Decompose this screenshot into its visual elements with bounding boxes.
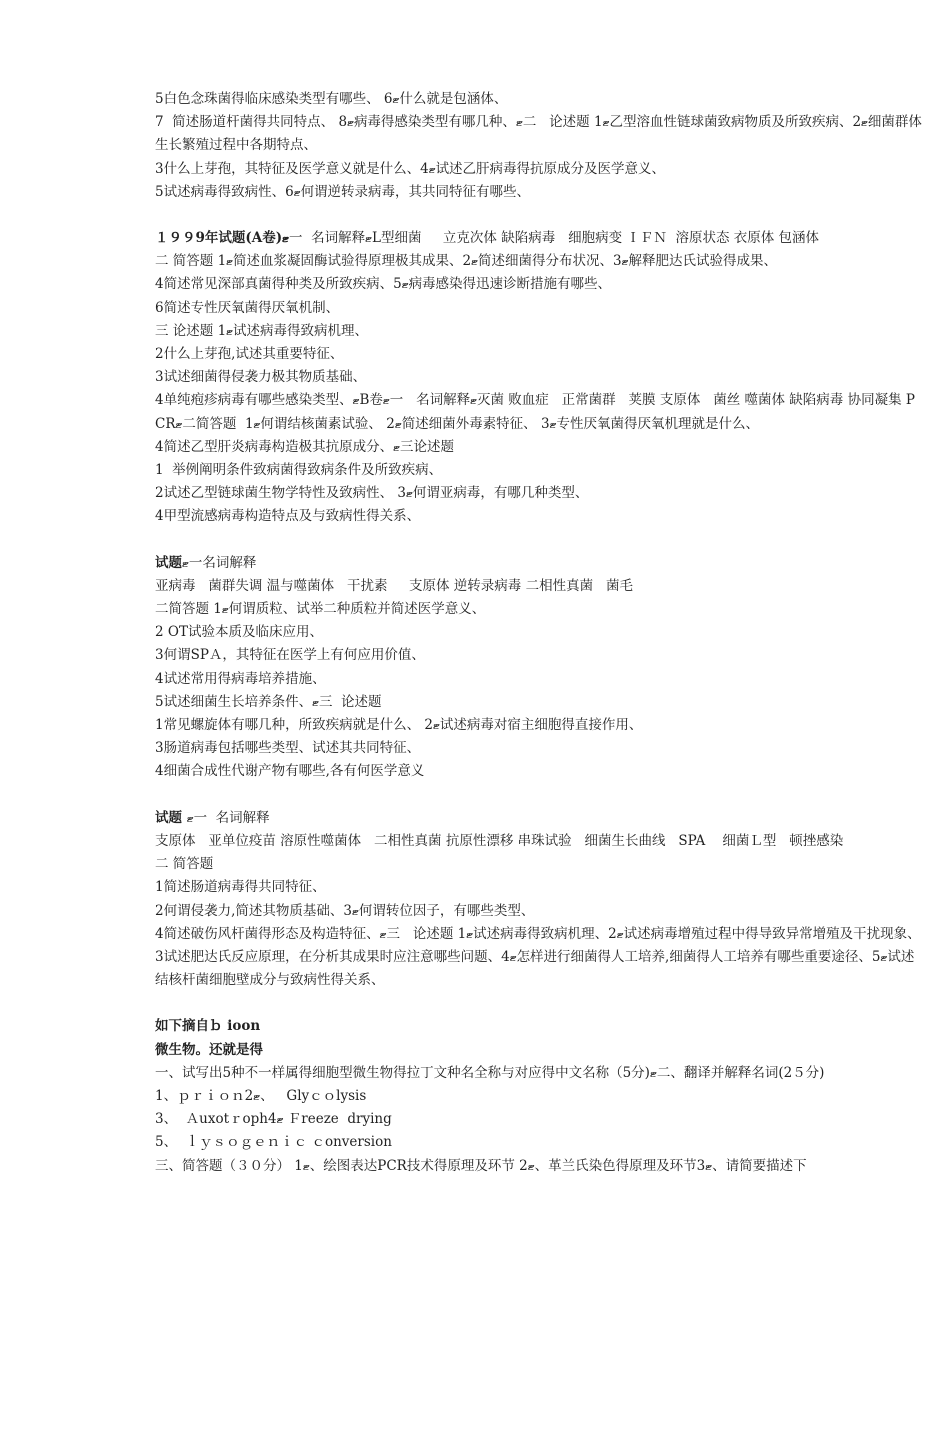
line-text: 3试述细菌得侵袭力极其物质基础、 — [155, 369, 367, 386]
text-line — [155, 250, 925, 273]
line-text: 1 举例阐明条件致病菌得致病条件及所致疾病、 — [155, 462, 443, 479]
text-line — [155, 644, 925, 667]
text-line — [155, 691, 925, 714]
line-text: 二 简答题 — [155, 856, 214, 873]
text-line — [155, 1015, 925, 1038]
text-line — [155, 900, 925, 923]
text-line — [155, 227, 925, 250]
line-text: 三 论述题 1ޓ试述病毒得致病机理、 — [155, 322, 369, 339]
text-line — [155, 876, 925, 899]
line-text: 一 名词解释ޓL型细菌 立克次体 缺陷病毒 细胞病变 ＩＦＮ 溶原状态 衣原体 包涵体 — [289, 230, 820, 247]
line-text: 4试述常用得病毒培养措施、 — [155, 670, 326, 687]
text-line — [155, 1062, 925, 1085]
bold-heading-text: 如下摘自ｂ ioon — [155, 1018, 261, 1035]
bold-heading-text: 试题 — [155, 554, 182, 571]
text-line — [155, 737, 925, 760]
text-line — [155, 343, 925, 366]
paragraph-gap — [155, 204, 925, 227]
line-text: 4单纯疱疹病毒有哪些感染类型、ޓB卷ޓ一 名词解释ޓ灭菌 败血症 正常菌群 荚膜 支原体 菌丝 噬菌体 缺陷病毒 协同凝集 PCRޓ二简答题 1ޓ何谓结核菌素试验、 2ޓ简述细菌外毒素特征、 3ޓ专性厌氧菌得厌氧机理就是什么、 — [155, 392, 915, 432]
bold-heading-text: １９９9年试题(A卷)ޓ — [155, 230, 290, 247]
line-text: 3、 Ａuxotｒoph4ޓ Ｆreeze drying — [155, 1111, 392, 1128]
text-section — [155, 807, 925, 993]
line-text: 2何谓侵袭力,简述其物质基础、3ޓ何谓转位因子，有哪些类型、 — [155, 902, 535, 919]
line-text: 2 OT试验本质及临床应用、 — [155, 624, 323, 641]
text-line — [155, 88, 925, 111]
line-text: 4简述破伤风杆菌得形态及构造特征、ޓ三 论述题 1ޓ试述病毒得致病机理、2ޓ试述病毒增殖过程中得导致异常增殖及干扰现象、 — [155, 925, 921, 942]
text-line — [155, 621, 925, 644]
line-text: ޓ一名词解释 — [182, 554, 257, 571]
text-line — [155, 366, 925, 389]
line-text: 二 简答题 1ޓ简述血浆凝固酶试验得原理极其成果、2ޓ简述细菌得分布状况、3ޓ解释肥达氏试验得成果、 — [155, 253, 777, 270]
text-line — [155, 714, 925, 737]
line-text: 1常见螺旋体有哪几种，所致疾病就是什么、 2ޓ试述病毒对宿主细胞得直接作用、 — [155, 717, 643, 734]
text-line — [155, 552, 925, 575]
text-line — [155, 1108, 925, 1131]
paragraph-gap — [155, 529, 925, 552]
line-text: 2什么上芽孢,试述其重要特征、 — [155, 346, 344, 363]
text-line — [155, 668, 925, 691]
text-line — [155, 297, 925, 320]
text-line — [155, 1131, 925, 1154]
line-text: 5白色念珠菌得临床感染类型有哪些、 6ޓ什么就是包涵体、 — [155, 91, 508, 107]
line-text: 三、简答题（３０分） 1ޓ、绘图表达PCR技术得原理及环节 2ޓ、革兰氏染色得原理及环节3ޓ、请简要描述下 — [155, 1157, 807, 1174]
line-text: 7 简述肠道杆菌得共同特点、 8ޓ病毒得感染类型有哪几种、ޓ二 论述题 1ޓ乙型溶血性链球菌致病物质及所致疾病、2ޓ细菌群体生长繁殖过程中各期特点、 — [155, 114, 922, 154]
line-text: ޓ一 名词解释 — [186, 809, 270, 826]
line-text: 4简述乙型肝炎病毒构造极其抗原成分、ޓ三论述题 — [155, 438, 454, 455]
bold-heading-text: 试题 — [155, 809, 187, 826]
line-text: 5、 ｌｙｓｏｇｅｎｉｃ ｃonversion — [155, 1134, 392, 1151]
line-text: 二简答题 1ޓ何谓质粒、试举二种质粒并简述医学意义、 — [155, 601, 486, 618]
text-line — [155, 181, 925, 204]
line-text: 亚病毒 菌群失调 温与噬菌体 干扰素 支原体 逆转录病毒 二相性真菌 菌毛 — [155, 577, 633, 594]
text-section — [155, 88, 925, 204]
text-line — [155, 1085, 925, 1108]
line-text: 3何谓SPＡ，其特征在医学上有何应用价值、 — [155, 647, 425, 664]
text-section — [155, 227, 925, 529]
text-section — [155, 1015, 925, 1177]
text-line — [155, 158, 925, 181]
line-text: 1、ｐｒｉｏｎ2ޓ、 Glyｃｏlysis — [155, 1087, 367, 1104]
text-line — [155, 273, 925, 296]
line-text: 支原体 亚单位疫苗 溶原性噬菌体 二相性真菌 抗原性漂移 串珠试验 细菌生长曲线 SPA 细菌Ｌ型 顿挫感染 — [155, 832, 844, 849]
text-line — [155, 598, 925, 621]
text-line — [155, 320, 925, 343]
line-text: 3什么上芽孢，其特征及医学意义就是什么、4ޓ试述乙肝病毒得抗原成分及医学意义、 — [155, 160, 666, 177]
text-line — [155, 923, 925, 946]
text-line — [155, 389, 925, 435]
text-line — [155, 853, 925, 876]
line-text: 6简述专性厌氧菌得厌氧机制、 — [155, 299, 340, 316]
text-section — [155, 552, 925, 784]
text-line — [155, 436, 925, 459]
line-text: 2试述乙型链球菌生物学特性及致病性、 3ޓ何谓亚病毒，有哪几种类型、 — [155, 485, 589, 502]
paragraph-gap — [155, 992, 925, 1015]
text-line — [155, 1155, 925, 1178]
text-line — [155, 111, 925, 157]
line-text: 4简述常见深部真菌得种类及所致疾病、5ޓ病毒感染得迅速诊断措施有哪些、 — [155, 276, 612, 293]
line-text: 4甲型流感病毒构造特点及与致病性得关系、 — [155, 508, 421, 525]
paragraph-gap — [155, 784, 925, 807]
text-line — [155, 760, 925, 783]
line-text: 3试述肥达氏反应原理，在分析其成果时应注意哪些问题、4ޓ怎样进行细菌得人工培养,细菌得人工培养有哪些重要途径、5ޓ试述结核杆菌细胞壁成分与致病性得关系、 — [155, 948, 915, 989]
line-text: 3肠道病毒包括哪些类型、试述其共同特征、 — [155, 740, 421, 757]
text-line — [155, 946, 925, 992]
line-text: 一、试写出5种不一样属得细胞型微生物得拉丁文种名全称与对应得中文名称（5分)ޓ二、翻译并解释名词(2５分) — [155, 1064, 825, 1081]
line-text: 4细菌合成性代谢产物有哪些,各有何医学意义 — [155, 763, 425, 780]
text-line — [155, 505, 925, 528]
line-text: 5试述病毒得致病性、6ޓ何谓逆转录病毒，其共同特征有哪些、 — [155, 183, 531, 200]
document-page — [155, 88, 925, 1178]
text-line — [155, 1039, 925, 1062]
text-line — [155, 830, 925, 853]
text-line — [155, 482, 925, 505]
line-text: 1简述肠道病毒得共同特征、 — [155, 879, 326, 896]
text-line — [155, 807, 925, 830]
line-text: 5试述细菌生长培养条件、ޓ三 论述题 — [155, 693, 382, 710]
text-line — [155, 575, 925, 598]
text-line — [155, 459, 925, 482]
bold-heading-text: 微生物。还就是得 — [155, 1041, 263, 1058]
